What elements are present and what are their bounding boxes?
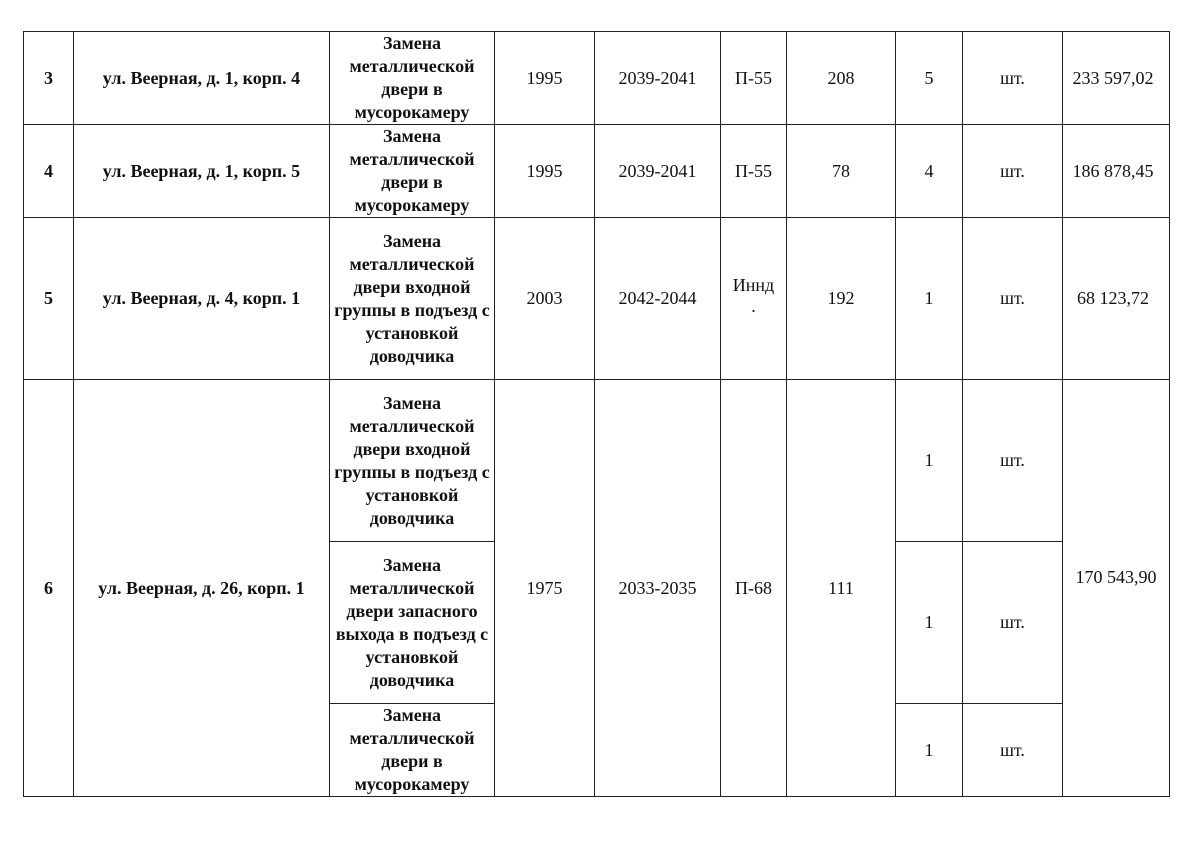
work-cell: Замена металлической двери входной группы в подъезд с установкой доводчика [330, 218, 495, 380]
table-row [24, 32, 1170, 125]
qty-cell: 1 [896, 542, 963, 704]
apartments-cell: 78 [787, 125, 896, 218]
period-cell: 2033-2035 [595, 380, 721, 797]
work-cell: Замена металлической двери в мусорокамеру [330, 704, 495, 797]
table-row [24, 125, 1170, 218]
work-cell: Замена металлической двери в мусорокамеру [330, 32, 495, 125]
year-cell: 2003 [495, 218, 595, 380]
qty-cell: 4 [896, 125, 963, 218]
work-cell: Замена металлической двери запасного выхода в подъезд с установкой доводчика [330, 542, 495, 704]
row-number: 3 [24, 32, 74, 125]
apartments-cell: 208 [787, 32, 896, 125]
sum-cell: 233 597,02 [1063, 32, 1170, 125]
year-cell: 1975 [495, 380, 595, 797]
row-number: 6 [24, 380, 74, 797]
unit-cell: шт. [963, 218, 1063, 380]
qty-cell: 5 [896, 32, 963, 125]
row-number: 4 [24, 125, 74, 218]
sum-cell: 186 878,45 [1063, 125, 1170, 218]
series-cell: П-55 [721, 32, 787, 125]
table-row [24, 218, 1170, 380]
address-cell: ул. Веерная, д. 1, корп. 5 [74, 125, 330, 218]
sum-cell: 170 543,90 [1063, 380, 1170, 797]
works-table [23, 31, 1170, 797]
series-suffix: . [751, 296, 756, 316]
apartments-cell: 111 [787, 380, 896, 797]
series-cell: П-68 [721, 380, 787, 797]
table-row [24, 380, 1170, 542]
address-cell: ул. Веерная, д. 4, корп. 1 [74, 218, 330, 380]
series-text: Иннд [732, 275, 775, 295]
period-cell: 2042-2044 [595, 218, 721, 380]
address-cell: ул. Веерная, д. 1, корп. 4 [74, 32, 330, 125]
unit-cell: шт. [963, 380, 1063, 542]
year-cell: 1995 [495, 125, 595, 218]
apartments-cell: 192 [787, 218, 896, 380]
series-cell: П-55 [721, 125, 787, 218]
period-cell: 2039-2041 [595, 125, 721, 218]
sum-cell: 68 123,72 [1063, 218, 1170, 380]
unit-cell: шт. [963, 704, 1063, 797]
qty-cell: 1 [896, 218, 963, 380]
unit-cell: шт. [963, 32, 1063, 125]
qty-cell: 1 [896, 380, 963, 542]
row-number: 5 [24, 218, 74, 380]
period-cell: 2039-2041 [595, 32, 721, 125]
work-cell: Замена металлической двери входной группы в подъезд с установкой доводчика [330, 380, 495, 542]
qty-cell: 1 [896, 704, 963, 797]
address-cell: ул. Веерная, д. 26, корп. 1 [74, 380, 330, 797]
work-cell: Замена металлической двери в мусорокамеру [330, 125, 495, 218]
unit-cell: шт. [963, 542, 1063, 704]
series-cell [721, 218, 787, 380]
unit-cell: шт. [963, 125, 1063, 218]
year-cell: 1995 [495, 32, 595, 125]
